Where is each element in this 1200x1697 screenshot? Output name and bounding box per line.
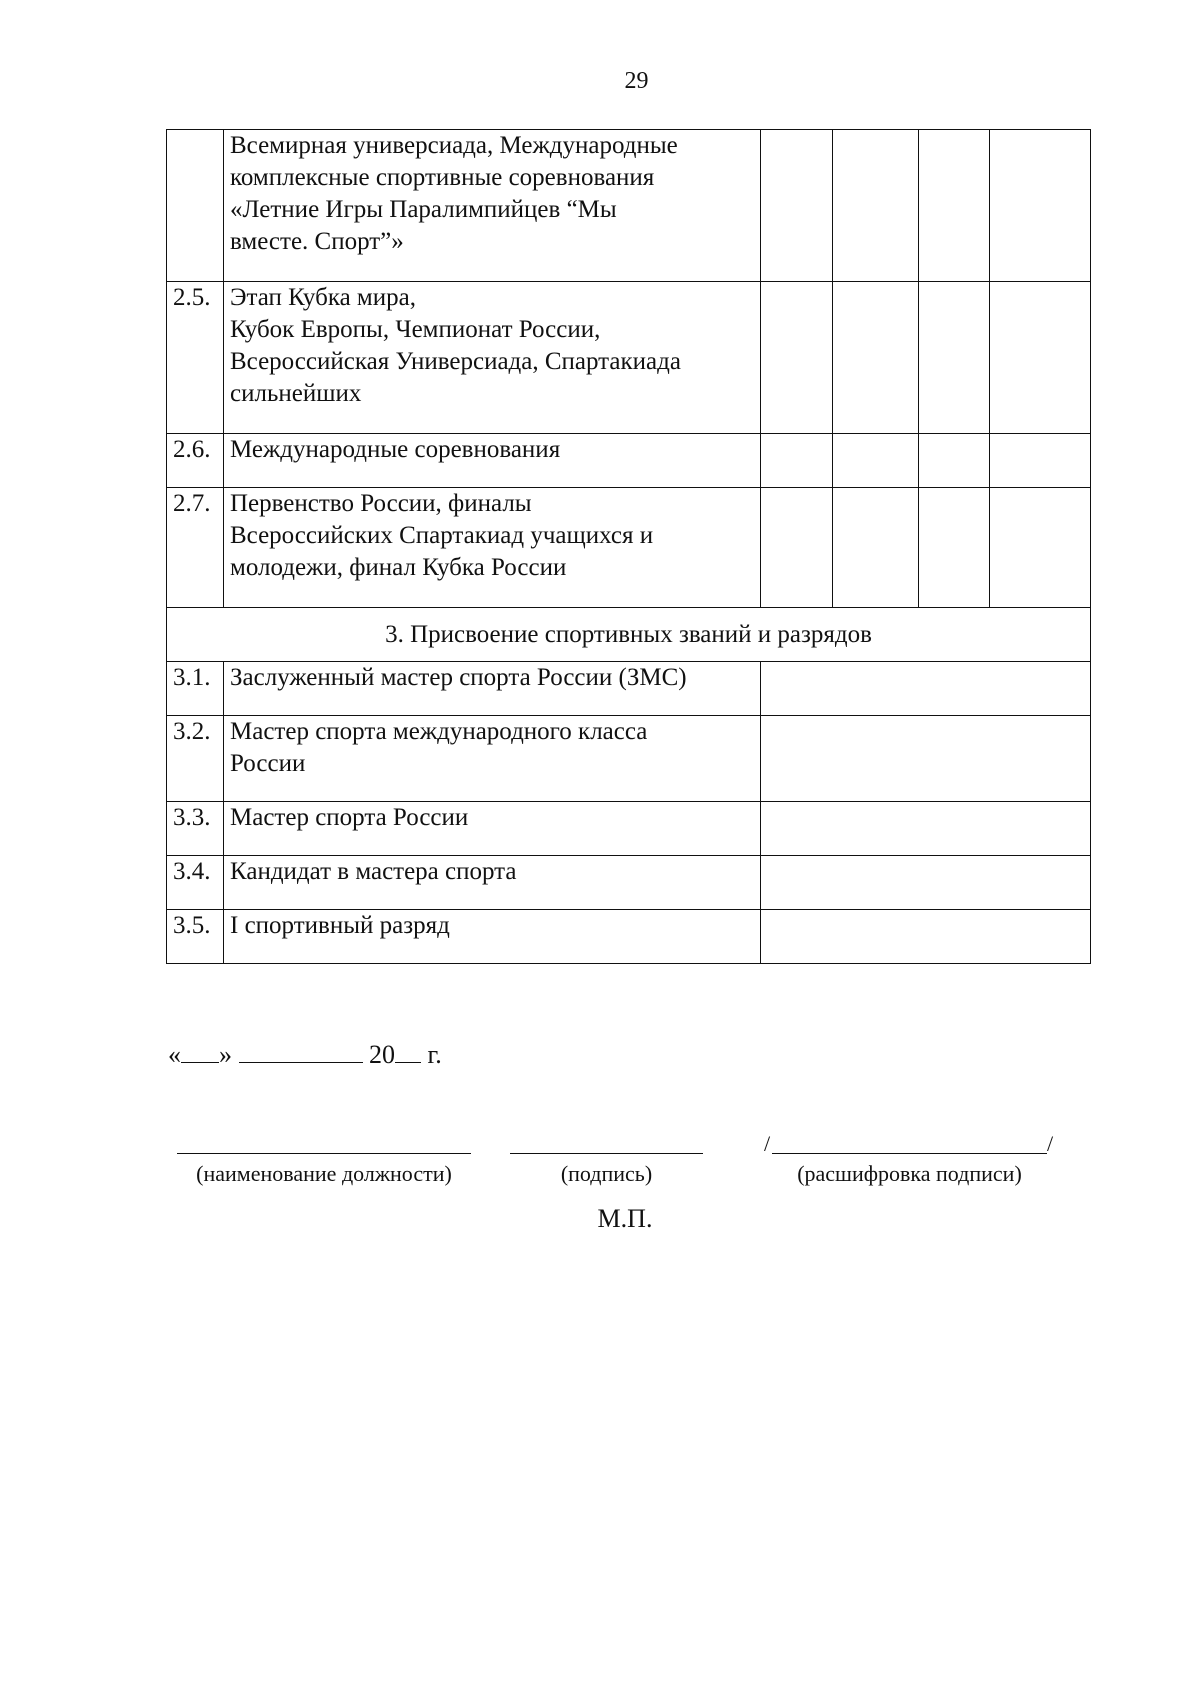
- row-number: 2.5.: [167, 282, 224, 434]
- value-cell[interactable]: [919, 434, 990, 488]
- decoding-line: [772, 1152, 1047, 1154]
- row-text: [224, 488, 761, 608]
- signature-caption: (подпись): [560, 1161, 653, 1186]
- table-row: [167, 662, 1091, 716]
- value-cell[interactable]: [833, 488, 919, 608]
- row-text-line: Кандидат в мастера спорта: [230, 858, 517, 885]
- value-cell[interactable]: [990, 282, 1091, 434]
- value-cell[interactable]: [833, 282, 919, 434]
- row-text-line: сильнейших: [230, 380, 362, 407]
- section-header-row: [167, 608, 1091, 662]
- row-text: [224, 856, 761, 910]
- value-cell[interactable]: [833, 434, 919, 488]
- value-cell[interactable]: [919, 488, 990, 608]
- row-text-line: вместе. Спорт”»: [230, 228, 404, 255]
- value-cell[interactable]: [990, 434, 1091, 488]
- table-row: [167, 282, 1091, 434]
- value-cell[interactable]: [919, 282, 990, 434]
- table-row: [167, 802, 1091, 856]
- table-row: [167, 434, 1091, 488]
- row-text-line: Мастер спорта России: [230, 804, 469, 831]
- results-table: [166, 129, 1091, 964]
- value-cell-merged[interactable]: [761, 856, 1091, 910]
- value-cell[interactable]: [990, 488, 1091, 608]
- row-text-line: Мастер спорта международного класса: [230, 718, 648, 745]
- day-blank: [181, 1040, 219, 1063]
- year-suffix: г.: [427, 1040, 442, 1069]
- row-text: [224, 802, 761, 856]
- row-number: 3.3.: [167, 802, 224, 856]
- row-text-line: I спортивный разряд: [230, 912, 450, 939]
- position-caption: (наименование должности): [196, 1161, 452, 1186]
- table-row: [167, 716, 1091, 802]
- row-text: [224, 434, 761, 488]
- row-text-line: комплексные спортивные соревнования: [230, 164, 655, 191]
- row-number: 3.2.: [167, 716, 224, 802]
- value-cell[interactable]: [761, 434, 833, 488]
- value-cell[interactable]: [761, 488, 833, 608]
- row-text-line: Заслуженный мастер спорта России (ЗМС): [230, 664, 687, 691]
- row-number: 3.1.: [167, 662, 224, 716]
- row-number: 2.7.: [167, 488, 224, 608]
- row-text-line: молодежи, финал Кубка России: [230, 554, 567, 581]
- value-cell[interactable]: [919, 130, 990, 282]
- row-number: [167, 130, 224, 282]
- year-prefix: 20: [369, 1040, 395, 1069]
- decoding-caption: (расшифровка подписи): [797, 1161, 1022, 1186]
- table-row: [167, 130, 1091, 282]
- row-text: [224, 282, 761, 434]
- row-text-line: «Летние Игры Паралимпийцев “Мы: [230, 196, 617, 223]
- row-text: [224, 662, 761, 716]
- value-cell[interactable]: [761, 130, 833, 282]
- value-cell[interactable]: [761, 282, 833, 434]
- row-number: 3.4.: [167, 856, 224, 910]
- signature-line: [510, 1152, 703, 1154]
- row-number: 3.5.: [167, 910, 224, 964]
- row-text-line: Этап Кубка мира,: [230, 284, 416, 311]
- table-row: [167, 856, 1091, 910]
- page-number: 29: [624, 68, 649, 94]
- table-row: [167, 910, 1091, 964]
- value-cell-merged[interactable]: [761, 716, 1091, 802]
- row-number: 2.6.: [167, 434, 224, 488]
- row-text: [224, 130, 761, 282]
- year-blank: [395, 1040, 421, 1063]
- value-cell-merged[interactable]: [761, 662, 1091, 716]
- row-text-line: России: [230, 750, 306, 777]
- row-text-line: Международные соревнования: [230, 436, 561, 463]
- row-text: [224, 716, 761, 802]
- seal-label: М.П.: [597, 1204, 653, 1233]
- row-text-line: Первенство России, финалы: [230, 490, 532, 517]
- decoding-slash-left: /: [764, 1131, 771, 1156]
- row-text: [224, 910, 761, 964]
- value-cell-merged[interactable]: [761, 802, 1091, 856]
- table-row: [167, 488, 1091, 608]
- section-title: 3. Присвоение спортивных званий и разрядов: [167, 608, 1091, 662]
- decoding-slash-right: /: [1047, 1131, 1054, 1156]
- month-blank: [239, 1040, 363, 1063]
- position-line: [177, 1152, 471, 1154]
- date-line: [168, 1040, 442, 1070]
- date-close-quote: »: [219, 1040, 232, 1069]
- date-open-quote: «: [168, 1040, 181, 1069]
- row-text-line: Кубок Европы, Чемпионат России,: [230, 316, 601, 343]
- row-text-line: Всемирная универсиада, Международные: [230, 132, 678, 159]
- value-cell-merged[interactable]: [761, 910, 1091, 964]
- value-cell[interactable]: [833, 130, 919, 282]
- value-cell[interactable]: [990, 130, 1091, 282]
- row-text-line: Всероссийская Универсиада, Спартакиада: [230, 348, 681, 375]
- row-text-line: Всероссийских Спартакиад учащихся и: [230, 522, 654, 549]
